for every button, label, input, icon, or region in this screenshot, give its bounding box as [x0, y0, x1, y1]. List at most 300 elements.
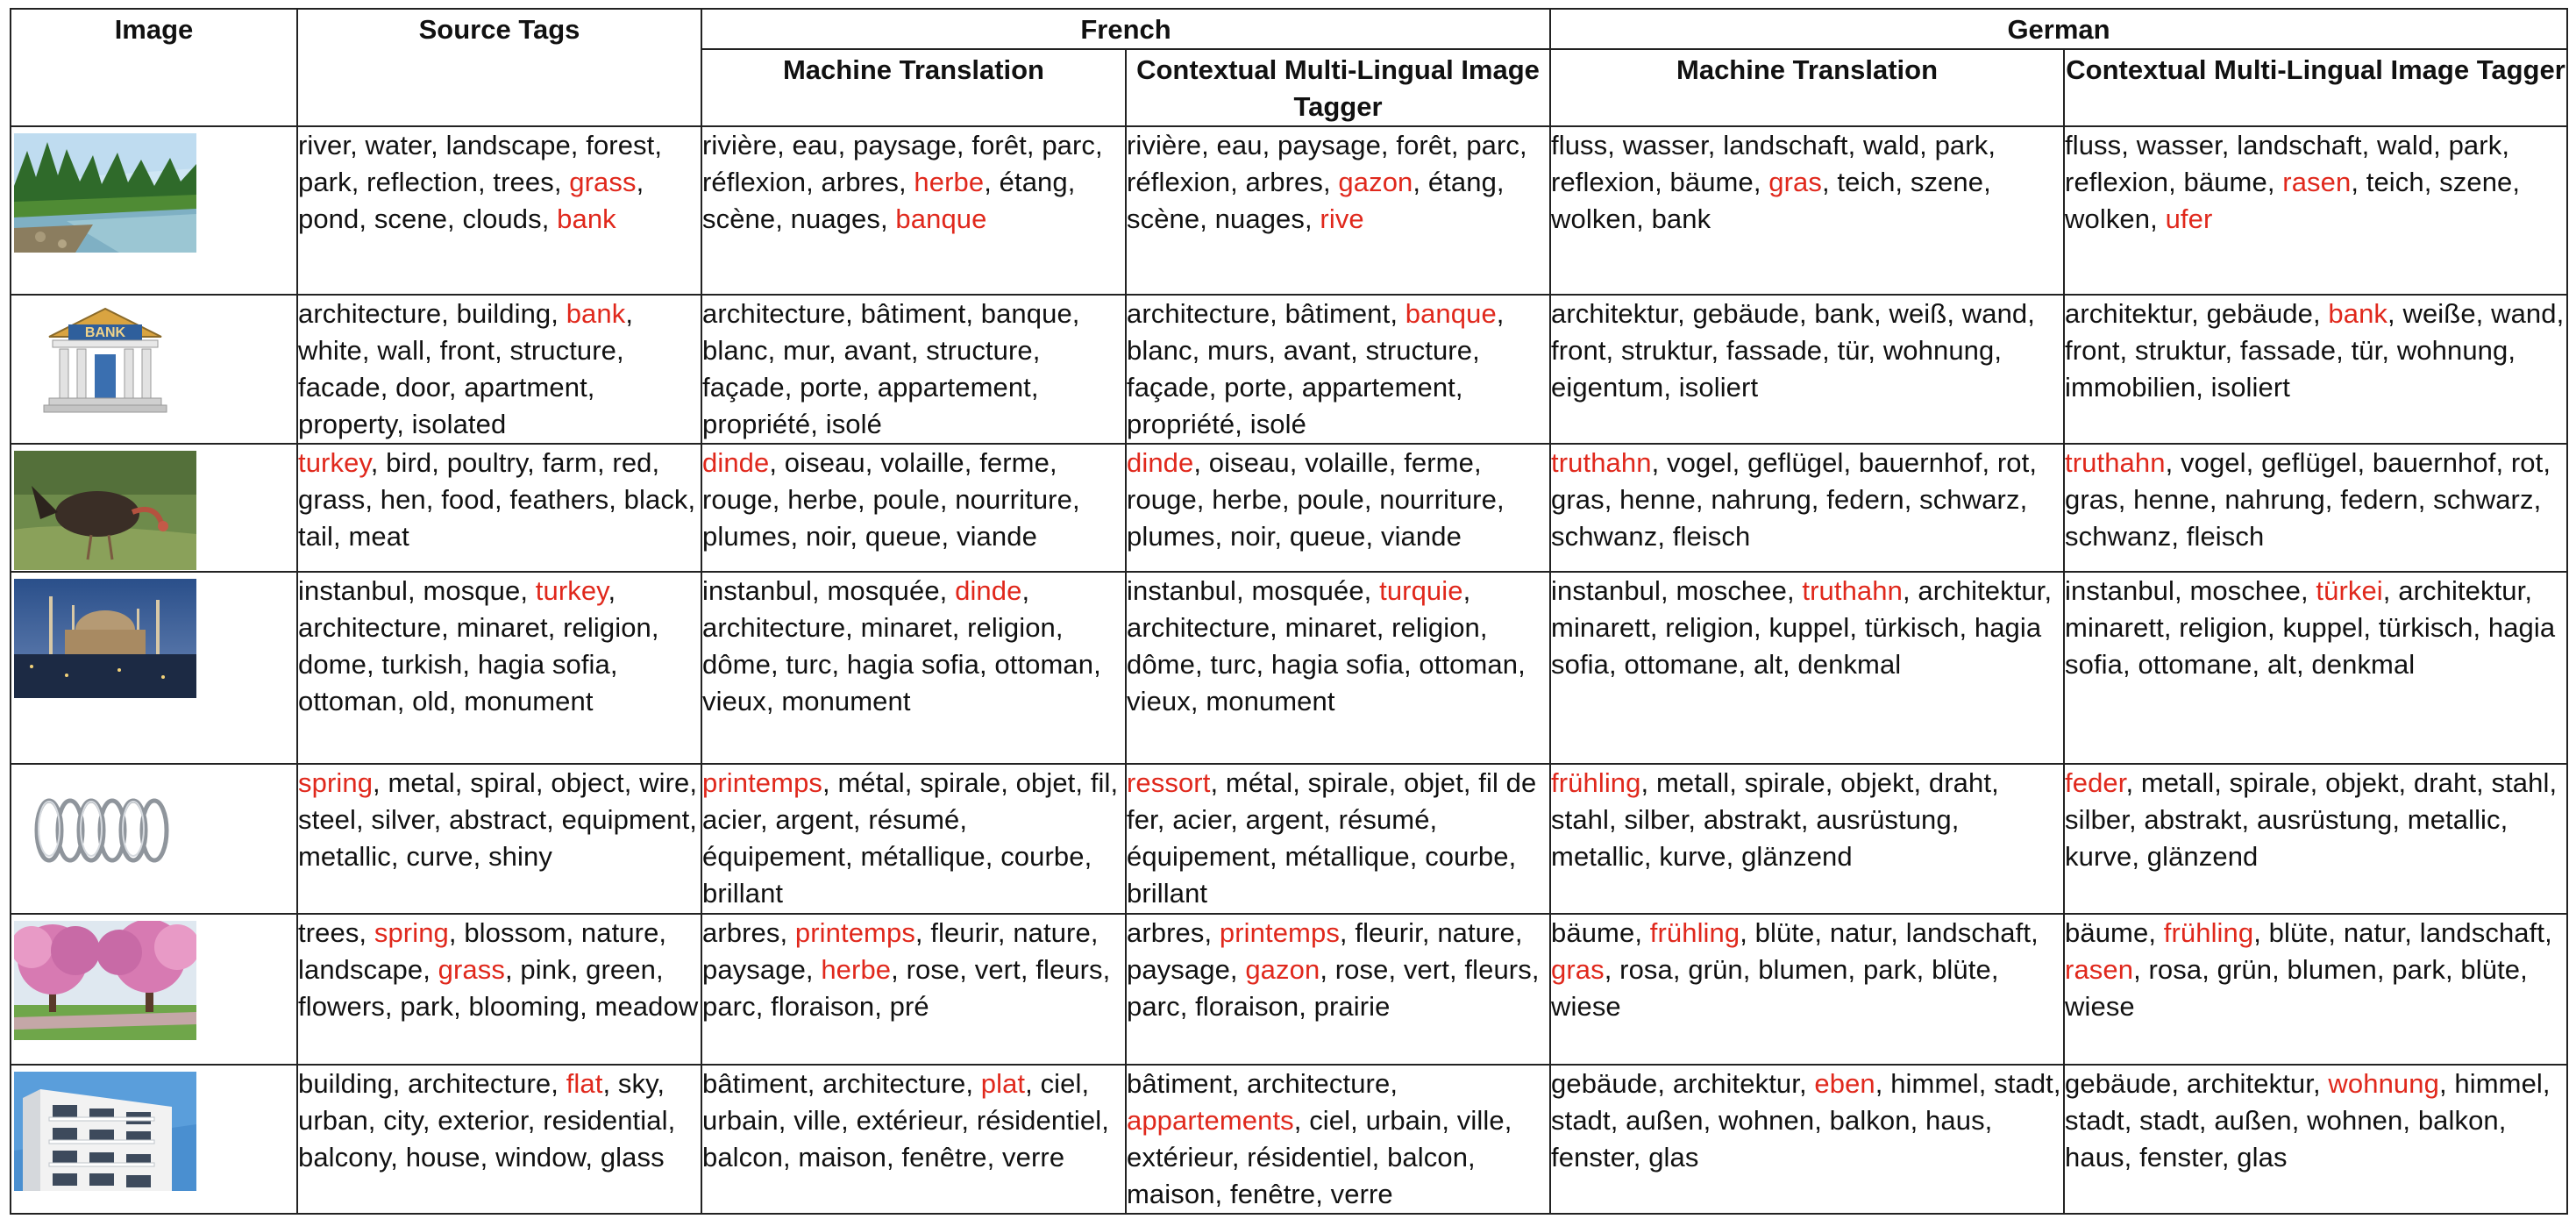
tag-word: rive [1320, 203, 1364, 234]
tag-word: metal [388, 766, 455, 798]
tag-word: fleisch [2186, 521, 2265, 552]
table-row [11, 444, 2567, 572]
tag-word: bäume [2065, 916, 2149, 948]
tag-word: türkei [2316, 575, 2383, 607]
de-cml-cell: gebäude, architektur, wohnung, himmel, stadt, stadt, außen, wohnen, balkon, haus, fenster, glas [2064, 1065, 2567, 1214]
tag-word: fluss [2065, 130, 2122, 160]
tag-word: avant [1283, 335, 1351, 367]
tag-word: fleurs [1464, 953, 1532, 985]
tag-word: instanbul [1551, 575, 1662, 607]
fr-cml-cell: instanbul, mosquée, turquie, architecture, minaret, religion, dôme, turc, hagia sofia, ottoman, vieux, monument [1126, 572, 1550, 763]
tag-word: minarett [2065, 612, 2164, 644]
tag-word: wand [1961, 298, 2028, 330]
tag-word: silber [2065, 803, 2129, 835]
tag-word: szene [2439, 167, 2513, 197]
fr-mt-cell: dinde, oiseau, volaille, ferme, rouge, herbe, poule, nourriture, plumes, noir, queue, viande [701, 444, 1126, 572]
fr-cml-cell: architecture, bâtiment, banque, blanc, murs, avant, structure, façade, porte, appartement, propriété, isolé [1126, 295, 1550, 444]
tag-word: wald [2377, 130, 2434, 160]
tag-word: metall [1655, 766, 1730, 798]
tag-word: architecture [408, 1067, 551, 1099]
tag-word: spirale [920, 766, 1001, 798]
tag-word: blüte [2460, 953, 2521, 985]
tag-word: verre [1330, 1178, 1393, 1209]
tag-word: park [1862, 953, 1917, 985]
tag-word: acier [1172, 803, 1231, 835]
tag-word: kurve [1659, 840, 1726, 872]
tag-word: turc [1210, 649, 1256, 681]
tag-word: apartment [464, 372, 587, 403]
tag-word: gebäude [2206, 298, 2313, 330]
apartment-building-photo [14, 1072, 196, 1191]
tag-word: mosquée [1251, 575, 1364, 607]
tag-word: old [412, 686, 449, 717]
svg-text:BANK: BANK [84, 325, 126, 341]
tag-word: fassade [1726, 335, 1823, 367]
tag-word: metallic [2407, 803, 2501, 835]
tag-word: bäume [2183, 167, 2267, 197]
tag-word: équipement [702, 840, 846, 872]
tag-word: viande [956, 521, 1037, 552]
tag-word: front [2065, 335, 2120, 367]
tag-word: tür [2351, 335, 2382, 367]
tag-word: struktur [1620, 335, 1711, 367]
tag-word: food [441, 484, 495, 516]
tag-word: federn [1826, 484, 1904, 516]
tag-word: prairie [1313, 990, 1391, 1022]
tag-word: nuages [1214, 203, 1305, 234]
tag-word: geflügel [2261, 447, 2358, 479]
tag-word: geflügel [1747, 447, 1844, 479]
tag-word: teich [1837, 167, 1896, 197]
tag-word: rivière [702, 130, 778, 160]
tag-word: vert [1403, 953, 1449, 985]
tag-word: architektur [2398, 575, 2525, 607]
tag-word: bäume [1669, 167, 1754, 197]
tag-word: metallic [1551, 840, 1644, 872]
tag-word: haus [2065, 1141, 2124, 1173]
tag-word: acier [702, 803, 760, 835]
tag-word: banque [1405, 298, 1497, 330]
tag-word: wasser [1622, 130, 1708, 160]
tag-word: appartements [1127, 1104, 1294, 1136]
tag-word: glänzend [1741, 840, 1853, 872]
tag-word: bâtiment [702, 1067, 808, 1099]
tag-word: trees [298, 916, 359, 948]
tag-word: draht [1928, 766, 1992, 798]
tag-word: hen [380, 484, 426, 516]
tag-word: instanbul [298, 575, 408, 607]
tag-word: forêt [971, 130, 1027, 160]
de-mt-cell: gebäude, architektur, eben, himmel, stadt, stadt, außen, wohnen, balkon, haus, fenster, glas [1550, 1065, 2064, 1214]
tag-word: alt [2266, 649, 2296, 681]
de-mt-cell: instanbul, moschee, truthahn, architektur, minarett, religion, kuppel, türkisch, hagia sofia, ottomane, alt, denkmal [1550, 572, 2064, 763]
tag-word: bauernhof [2372, 447, 2496, 479]
tag-word: fenster [1551, 1141, 1633, 1173]
tag-word: nature [1437, 916, 1515, 948]
tag-word: rosa [2148, 953, 2202, 985]
tag-word: paysage [853, 130, 957, 160]
tag-word: stadt [1551, 1104, 1611, 1136]
tag-word: blumen [1758, 953, 1848, 985]
source-tags-cell: spring, metal, spiral, object, wire, steel, silver, abstract, equipment, metallic, curve, shiny [297, 764, 701, 914]
tag-word: wolken [1551, 203, 1637, 234]
fr-cml-cell: ressort, métal, spirale, objet, fil de fer, acier, argent, résumé, équipement, métallique, courbe, brillant [1126, 764, 1550, 914]
header-french: French [701, 9, 1550, 49]
tag-word: rose [906, 953, 960, 985]
tag-word: balkon [1829, 1104, 1911, 1136]
tag-word: bâtiment [860, 298, 966, 330]
tag-word: argent [775, 803, 853, 835]
fr-cml-cell: arbres, printemps, fleurir, nature, paysage, gazon, rose, vert, fleurs, parc, floraison, prairie [1126, 914, 1550, 1065]
tag-word: haus [1925, 1104, 1985, 1136]
tag-word: außen [2214, 1104, 2292, 1136]
tag-word: ottomane [1624, 649, 1739, 681]
tag-word: herbe [821, 953, 892, 985]
tag-word: türkisch [1864, 612, 1960, 644]
tag-word: verre [1002, 1141, 1065, 1173]
tag-word: structure [509, 335, 617, 367]
tag-word: isolé [1249, 409, 1306, 440]
tag-word: réflexion [702, 167, 807, 197]
tag-word: architecture [1247, 1067, 1391, 1099]
tag-word: draht [2413, 766, 2477, 798]
tag-word: blossom [464, 916, 566, 948]
fr-cml-cell: bâtiment, architecture, appartements, ciel, urbain, ville, extérieur, résidentiel, balcon, maison, fenêtre, verre [1126, 1065, 1550, 1214]
tag-word: spirale [1307, 766, 1389, 798]
tag-word: ciel [1040, 1067, 1082, 1099]
tag-word: silver [371, 803, 434, 835]
tag-word: schwarz [2433, 484, 2534, 516]
tag-word: nuages [790, 203, 880, 234]
tag-word: bank [1651, 203, 1711, 234]
de-mt-cell: architektur, gebäude, bank, weiß, wand, front, struktur, fassade, tür, wohnung, eigentum, isoliert [1550, 295, 2064, 444]
tag-word: minarett [1551, 612, 1650, 644]
tag-word: flat [566, 1067, 603, 1099]
tag-word: tail [298, 521, 334, 552]
tag-word: printemps [702, 766, 823, 798]
source-tags-cell: turkey, bird, poultry, farm, red, grass, hen, food, feathers, black, tail, meat [297, 444, 701, 572]
tag-word: reflection [366, 167, 478, 197]
tag-word: étang [1427, 167, 1497, 197]
tag-word: vogel [1667, 447, 1733, 479]
tag-word: architecture [1127, 298, 1270, 330]
tag-word: porte [800, 372, 863, 403]
tag-word: wohnen [2307, 1104, 2403, 1136]
tag-word: extérieur [856, 1104, 962, 1136]
tag-word: floraison [1195, 990, 1299, 1022]
table-row [11, 914, 2567, 1065]
tag-word: kurve [2065, 840, 2132, 872]
tag-word: fleurir [1355, 916, 1422, 948]
tag-word: denkmal [2311, 649, 2416, 681]
tag-word: ville [793, 1104, 842, 1136]
tag-word: meat [348, 521, 409, 552]
tag-word: courbe [1000, 840, 1085, 872]
tag-word: architektur [2065, 298, 2192, 330]
tag-word: objekt [1840, 766, 1914, 798]
tag-word: poultry [446, 447, 528, 479]
tag-word: forest [586, 130, 655, 160]
tag-word: volaille [1305, 447, 1389, 479]
tag-word: hagia sofia [846, 649, 979, 681]
tag-word: mosque [423, 575, 521, 607]
tag-word: natur [2343, 916, 2405, 948]
tag-word: instanbul [2065, 575, 2175, 607]
tag-word: façade [702, 372, 785, 403]
tag-word: fassade [2239, 335, 2337, 367]
tag-word: front [1551, 335, 1606, 367]
tag-word: object [551, 766, 624, 798]
table-row [11, 764, 2567, 914]
tag-word: frühling [1649, 916, 1740, 948]
table-row [11, 1065, 2567, 1214]
tag-word: turkey [535, 575, 608, 607]
tag-word: plumes [1127, 521, 1215, 552]
tag-word: frühling [1551, 766, 1641, 798]
tag-word: objekt [2325, 766, 2399, 798]
tag-word: ufer [2165, 203, 2213, 234]
tag-word: nourriture [955, 484, 1072, 516]
tag-word: arbres [1245, 167, 1323, 197]
tag-word: dinde [702, 447, 770, 479]
tag-word: eau [792, 130, 838, 160]
tag-word: kuppel [2282, 612, 2364, 644]
tag-word: oiseau [784, 447, 865, 479]
tag-word: park [2448, 130, 2502, 160]
tag-word: poule [872, 484, 940, 516]
tag-word: water [365, 130, 431, 160]
fr-cml-cell: dinde, oiseau, volaille, ferme, rouge, herbe, poule, nourriture, plumes, noir, queue, viande [1126, 444, 1550, 572]
fr-mt-cell: rivière, eau, paysage, forêt, parc, réflexion, arbres, herbe, étang, scène, nuages, banque [701, 126, 1126, 295]
tag-word: banque [895, 203, 987, 234]
tag-word: river [298, 130, 351, 160]
source-tags-cell: architecture, building, bank, white, wall, front, structure, facade, door, apartment, property, isolated [297, 295, 701, 444]
tag-word: curve [406, 840, 473, 872]
tag-word: urban [298, 1104, 368, 1136]
source-tags-cell: instanbul, mosque, turkey, architecture, minaret, religion, dome, turkish, hagia sofia, ottoman, old, monument [297, 572, 701, 763]
fr-mt-cell: arbres, printemps, fleurir, nature, paysage, herbe, rose, vert, fleurs, parc, floraison, pré [701, 914, 1126, 1065]
tag-word: fenster [2139, 1141, 2222, 1173]
tag-word: objet [1015, 766, 1076, 798]
tag-word: vert [974, 953, 1021, 985]
tag-word: gebäude [2065, 1067, 2172, 1099]
tag-word: ottoman [1419, 649, 1519, 681]
tag-word: résidentiel [1247, 1141, 1372, 1173]
tag-word: avant [843, 335, 911, 367]
tag-word: grün [2217, 953, 2273, 985]
tag-word: étang [999, 167, 1068, 197]
bank-building-illustration [14, 302, 196, 421]
tag-word: park [298, 167, 352, 197]
tag-word: eben [1814, 1067, 1875, 1099]
tag-word: außen [1626, 1104, 1704, 1136]
tag-word: vogel [2181, 447, 2246, 479]
tag-word: feathers [509, 484, 609, 516]
tag-word: urbain [1365, 1104, 1442, 1136]
tag-word: gras [1768, 167, 1822, 197]
tag-word: nature [580, 916, 659, 948]
tag-word: eigentum [1551, 372, 1664, 403]
tag-translation-table [10, 8, 2568, 1215]
tag-word: métal [1225, 766, 1293, 798]
tag-word: truthahn [2065, 447, 2166, 479]
tag-word: vieux [702, 686, 766, 717]
tag-word: wohnung [2328, 1067, 2439, 1099]
tag-word: rot [1996, 447, 2030, 479]
tag-word: shiny [488, 840, 552, 872]
tag-word: building [456, 298, 551, 330]
tag-word: fleurs [1035, 953, 1103, 985]
tag-word: extérieur [1127, 1141, 1232, 1173]
tag-word: grass [569, 167, 637, 197]
tag-word: monument [781, 686, 911, 717]
tag-word: türkisch [2378, 612, 2473, 644]
tag-word: banque [980, 298, 1072, 330]
header-image: Image [11, 9, 297, 126]
fr-mt-cell: printemps, métal, spirale, objet, fil, acier, argent, résumé, équipement, métallique, courbe, brillant [701, 764, 1126, 914]
tag-word: abstrakt [1703, 803, 1801, 835]
tag-word: plat [980, 1067, 1026, 1099]
tag-word: bird [386, 447, 432, 479]
tag-word: ferme [1404, 447, 1474, 479]
tag-word: stadt [2065, 1104, 2124, 1136]
tag-word: bank [1814, 298, 1875, 330]
tag-word: spring [374, 916, 449, 948]
tag-word: architecture [298, 612, 442, 644]
tag-word: isolated [411, 409, 507, 440]
tag-word: turc [786, 649, 832, 681]
tag-word: façade [1127, 372, 1209, 403]
tag-word: fleisch [1672, 521, 1751, 552]
tag-word: gras [1551, 953, 1605, 985]
tag-word: wiese [1551, 990, 1621, 1022]
tag-word: himmel [2454, 1067, 2543, 1099]
tag-word: isoliert [2210, 372, 2291, 403]
tag-word: turkish [381, 649, 463, 681]
tag-word: arbres [1127, 916, 1205, 948]
tag-word: house [405, 1141, 480, 1173]
tag-word: landschaft [1905, 916, 2032, 948]
tag-word: paysage [702, 953, 806, 985]
tag-word: appartement [877, 372, 1031, 403]
tag-word: feder [2065, 766, 2126, 798]
tag-word: minaret [1284, 612, 1377, 644]
tag-word: glass [600, 1141, 665, 1173]
tag-word: nature [1013, 916, 1091, 948]
tag-word: printemps [794, 916, 915, 948]
tag-word: fil de fer [1127, 766, 1537, 835]
tag-word: moschee [2189, 575, 2301, 607]
header-french-machine-translation: Machine Translation [701, 49, 1126, 126]
tag-word: architecture [1127, 612, 1270, 644]
tag-word: gazon [1338, 167, 1413, 197]
tag-word: window [495, 1141, 586, 1173]
source-tags-cell: building, architecture, flat, sky, urban, city, exterior, residential, balcony, house, window, glass [297, 1065, 701, 1214]
fr-cml-cell: rivière, eau, paysage, forêt, parc, réflexion, arbres, gazon, étang, scène, nuages, rive [1126, 126, 1550, 295]
tag-word: maison [1127, 1178, 1215, 1209]
tag-word: structure [926, 335, 1033, 367]
tag-word: balcon [1387, 1141, 1469, 1173]
tag-word: schwanz [1551, 521, 1658, 552]
tag-word: arbres [821, 167, 899, 197]
tag-word: spirale [1744, 766, 1825, 798]
tag-word: religion [1665, 612, 1754, 644]
tag-word: dome [298, 649, 366, 681]
tag-word: wohnung [2396, 335, 2508, 367]
tag-word: parc [1466, 130, 1520, 160]
istanbul-mosque-photo [14, 579, 196, 698]
tag-word: wolken [2065, 203, 2151, 234]
tag-word: minaret [456, 612, 548, 644]
tag-word: gras [1551, 484, 1605, 516]
tag-word: plumes [702, 521, 791, 552]
de-cml-cell: fluss, wasser, landschaft, wald, park, reflexion, bäume, rasen, teich, szene, wolken, ufer [2064, 126, 2567, 295]
tag-word: glas [2237, 1141, 2288, 1173]
tag-word: paysage [1277, 130, 1381, 160]
tag-word: grün [1688, 953, 1743, 985]
tag-word: rivière [1127, 130, 1202, 160]
tag-word: brillant [702, 877, 784, 909]
tag-word: henne [2133, 484, 2210, 516]
tag-word: gras [2065, 484, 2118, 516]
tag-word: structure [1365, 335, 1473, 367]
tag-word: sky [617, 1067, 658, 1099]
source-tags-cell: trees, spring, blossom, nature, landscape, grass, pink, green, flowers, park, blooming, meadow [297, 914, 701, 1065]
tag-word: meadow [594, 990, 699, 1022]
tag-word: architecture [702, 298, 846, 330]
tag-word: métallique [860, 840, 986, 872]
tag-word: wald [1863, 130, 1920, 160]
tag-word: schwanz [2065, 521, 2172, 552]
tag-word: blüte [1932, 953, 1991, 985]
tag-word: équipement [1127, 840, 1270, 872]
tag-word: ressort [1127, 766, 1211, 798]
tag-word: oiseau [1208, 447, 1290, 479]
tag-word: balcon [702, 1141, 783, 1173]
tag-word: stahl [2491, 766, 2550, 798]
tag-word: eau [1216, 130, 1263, 160]
tag-word: propriété [702, 409, 811, 440]
tag-word: blanc [702, 335, 768, 367]
tag-word: ferme [979, 447, 1050, 479]
tag-word: blüte [1754, 916, 1815, 948]
tag-word: pink [520, 953, 571, 985]
header-french-contextual-tagger: Contextual Multi-Lingual Image Tagger [1126, 49, 1550, 126]
tag-word: appartement [1301, 372, 1455, 403]
tag-word: bank [557, 203, 616, 234]
table-row [11, 295, 2567, 444]
tag-word: blüte [2268, 916, 2329, 948]
tag-word: poule [1297, 484, 1364, 516]
tag-word: blumen [2287, 953, 2377, 985]
tag-word: floraison [771, 990, 875, 1022]
tag-word: abstrakt [2144, 803, 2242, 835]
tag-word: ausrüstung [2256, 803, 2393, 835]
tag-word: religion [2179, 612, 2267, 644]
tag-word: blooming [468, 990, 580, 1022]
fr-mt-cell: architecture, bâtiment, banque, blanc, mur, avant, structure, façade, porte, appartement, propriété, isolé [701, 295, 1126, 444]
tag-word: rose [1334, 953, 1389, 985]
tag-word: volaille [880, 447, 964, 479]
tag-word: stadt [2139, 1104, 2199, 1136]
tag-word: exterior [438, 1104, 528, 1136]
tag-word: balkon [2417, 1104, 2499, 1136]
tag-word: turquie [1379, 575, 1463, 607]
tag-word: truthahn [1802, 575, 1903, 607]
tag-word: minaret [860, 612, 952, 644]
tag-word: wasser [2136, 130, 2222, 160]
tag-word: isolé [825, 409, 882, 440]
